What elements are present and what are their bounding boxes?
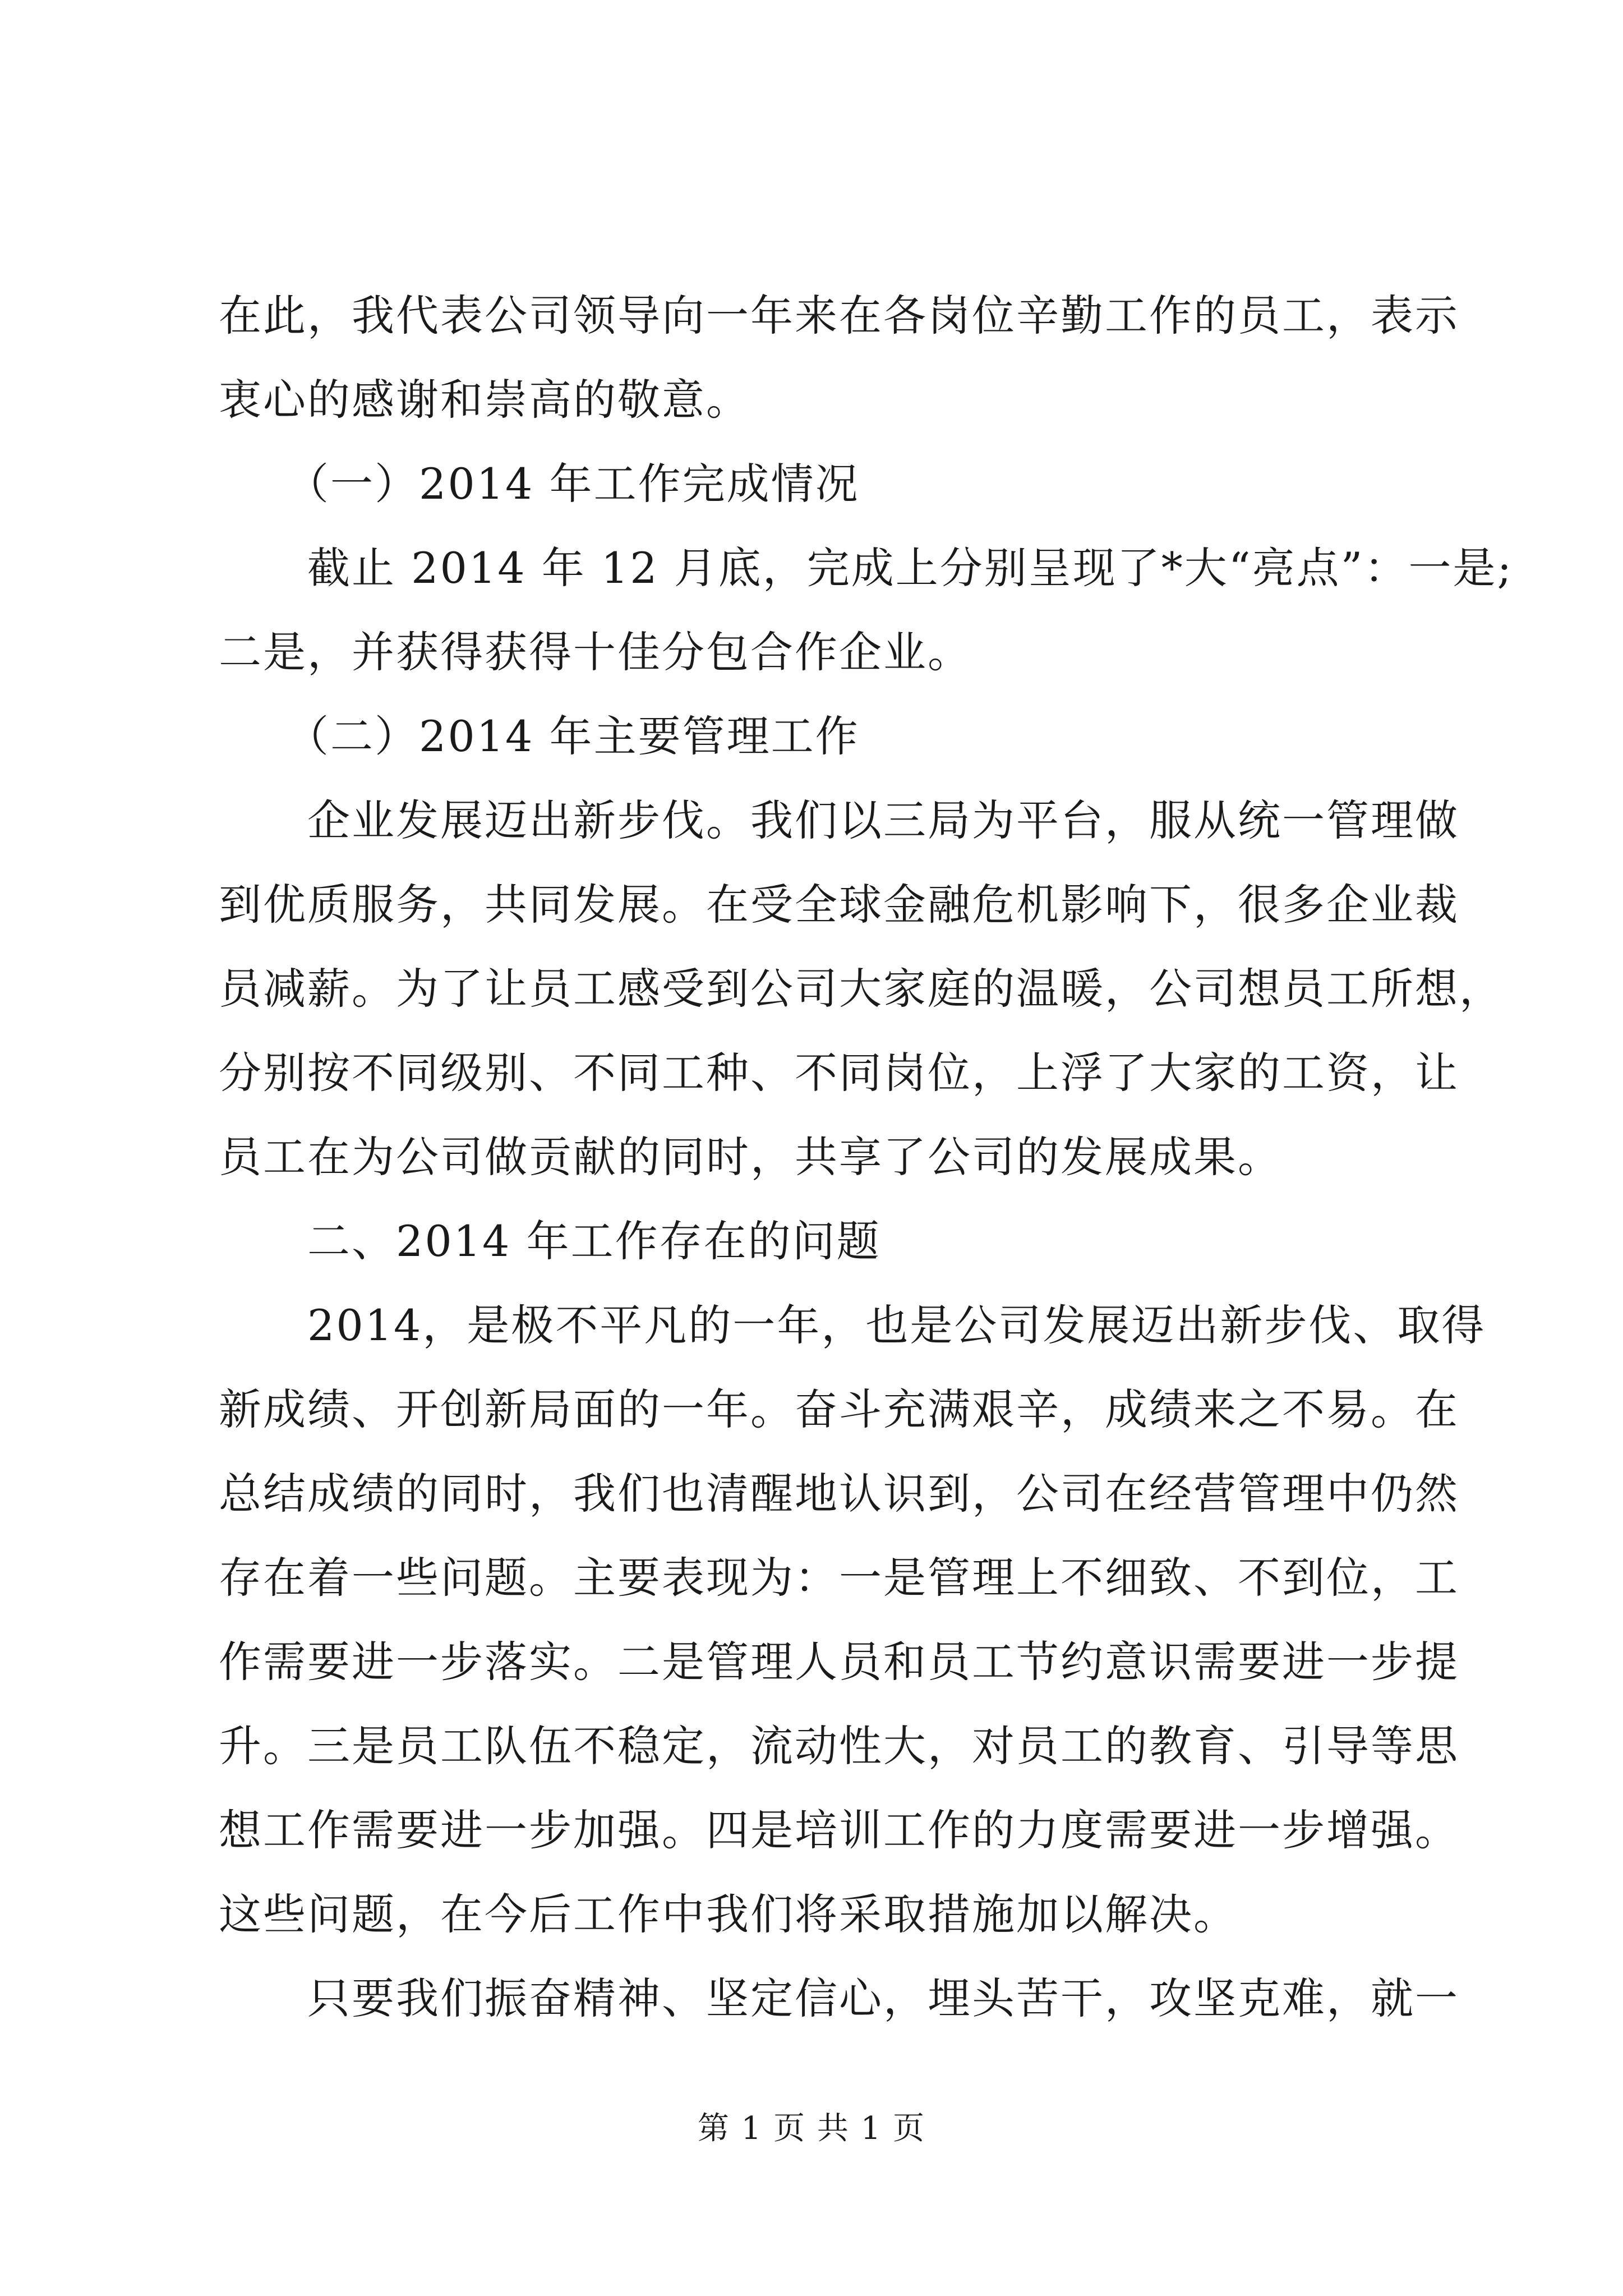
section-heading: 二、2014 年工作存在的问题 — [219, 1216, 881, 1266]
text-line: 只要我们振奋精神、坚定信心，埋头苦干，攻坚克难，就一 — [219, 1973, 1459, 2023]
text-line: 分别按不同级别、不同工种、不同岗位，上浮了大家的工资，让 — [219, 1048, 1459, 1098]
text-line: 新成绩、开创新局面的一年。奋斗充满艰辛，成绩来之不易。在 — [219, 1384, 1459, 1434]
text-line: 存在着一些问题。主要表现为：一是管理上不细致、不到位，工 — [219, 1553, 1459, 1603]
text-line: 员减薪。为了让员工感受到公司大家庭的温暖，公司想员工所想， — [219, 964, 1504, 1014]
text-line: 作需要进一步落实。二是管理人员和员工节约意识需要进一步提 — [219, 1637, 1459, 1687]
text-line: 截止 2014 年 12 月底，完成上分别呈现了*大“亮点”：一是; — [219, 543, 1514, 593]
text-line: 在此，我代表公司领导向一年来在各岗位辛勤工作的员工，表示 — [219, 291, 1459, 341]
text-line: 衷心的感谢和崇高的敬意。 — [219, 375, 750, 425]
text-line: 2014，是极不平凡的一年，也是公司发展迈出新步伐、取得 — [219, 1300, 1486, 1350]
section-heading: （一）2014 年工作完成情况 — [219, 459, 860, 509]
section-heading: （二）2014 年主要管理工作 — [219, 711, 860, 761]
text-line: 总结成绩的同时，我们也清醒地认识到，公司在经营管理中仍然 — [219, 1469, 1459, 1519]
text-line: 升。三是员工队伍不稳定，流动性大，对员工的教育、引导等思 — [219, 1721, 1459, 1771]
text-line: 这些问题，在今后工作中我们将采取措施加以解决。 — [219, 1889, 1238, 1939]
text-line: 二是，并获得获得十佳分包合作企业。 — [219, 627, 972, 677]
text-line: 到优质服务，共同发展。在受全球金融危机影响下，很多企业裁 — [219, 880, 1459, 930]
page-number: 第 1 页 共 1 页 — [697, 2110, 926, 2147]
text-line: 企业发展迈出新步伐。我们以三局为平台，服从统一管理做 — [219, 795, 1459, 845]
document-body — [219, 289, 1514, 2056]
text-line: 员工在为公司做贡献的同时，共享了公司的发展成果。 — [219, 1132, 1282, 1182]
text-line: 想工作需要进一步加强。四是培训工作的力度需要进一步增强。 — [219, 1805, 1459, 1855]
